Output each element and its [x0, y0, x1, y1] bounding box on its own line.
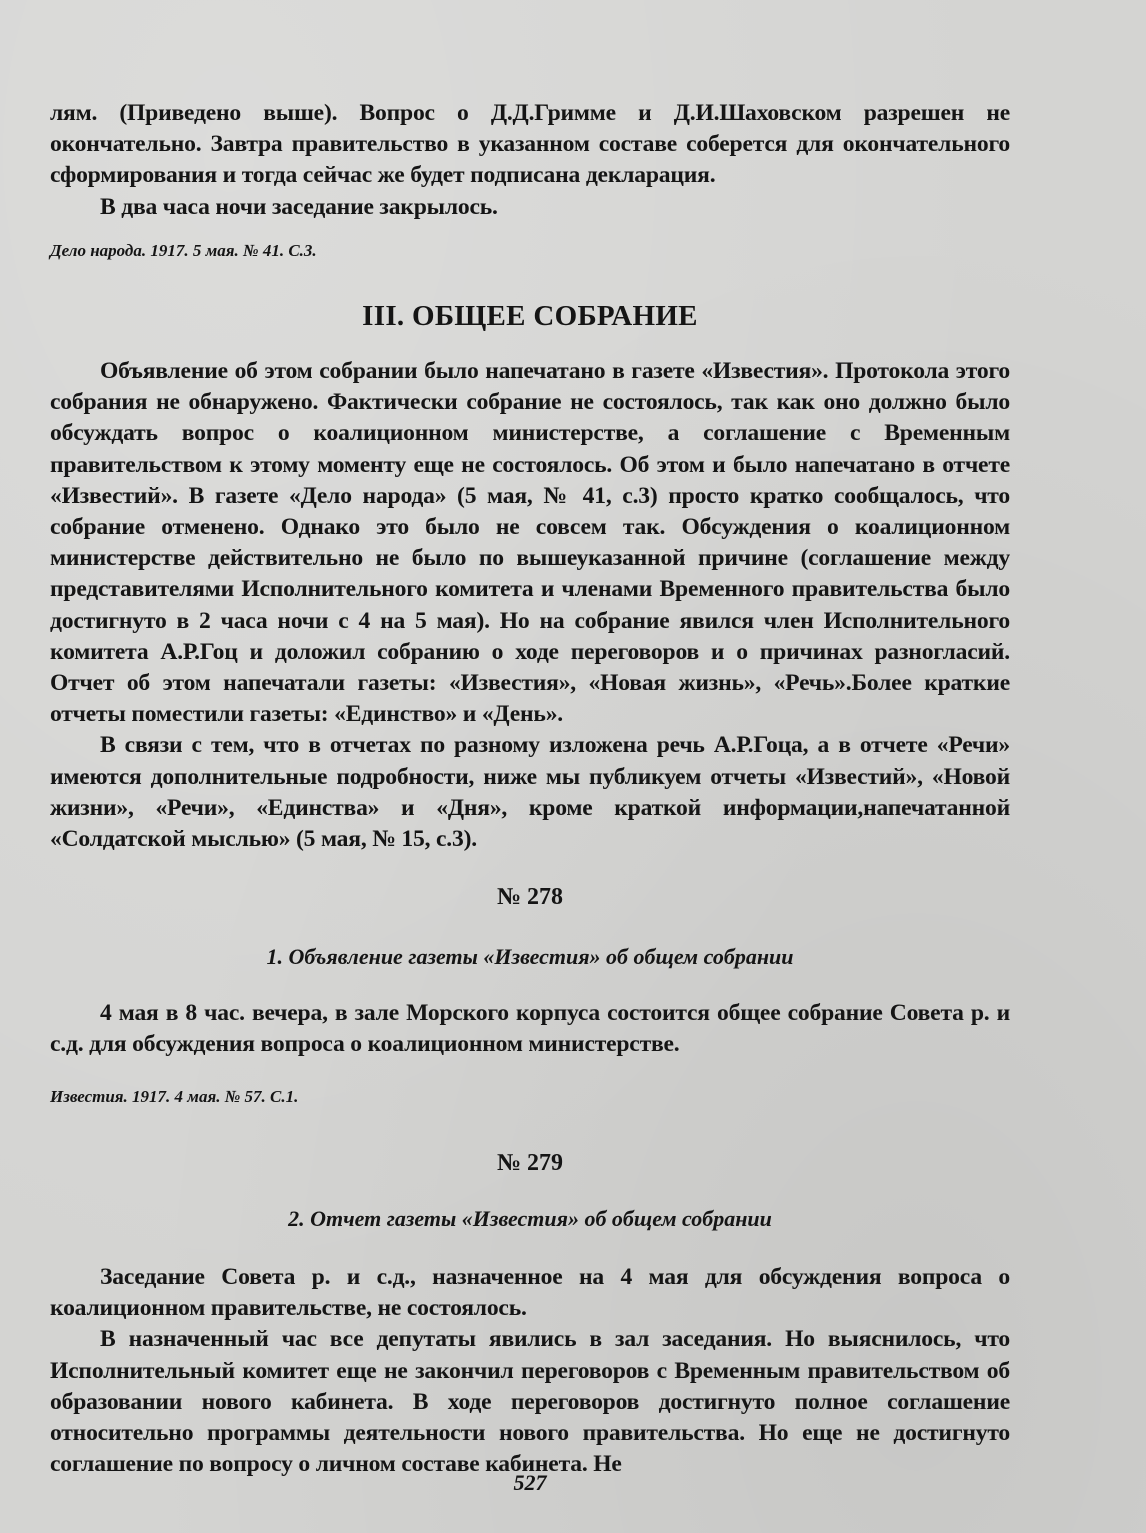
source-citation: Дело народа. 1917. 5 мая. № 41. С.3.: [50, 241, 317, 260]
intro-paragraph-1: Объявление об этом собрании было напечатано в газете «Известия». Протокола этого собрания не обнаружено. Фактически собрание не состоялось, так как оно должно было обсуждать вопрос о коалиционном министерстве, а соглашение с Временным правительством к этому моменту еще не состоялось. Об этом и было напечатано в отчете «Известий». В газете «Дело народа» (5 мая, № 41, с.3) просто кратко сообщалось, что собрание отменено. Однако это было не совсем так. Обсуждения о коалиционном министерстве действительно не было по вышеуказанной причине (соглашение между представителями Исполнительного комитета и членами Временного правительства было достигнуто в 2 часа ночи с 4 на 5 мая). Но на собрание явился член Исполнительного комитета А.Р.Гоц и доложил собранию о ходе переговоров и о причинах разногласий. Отчет об этом напечатали газеты: «Известия», «Новая жизнь», «Речь».Более краткие отчеты поместили газеты: «Единство» и «День».: [50, 358, 1010, 728]
top-block: [50, 98, 1010, 223]
doc-278-text-block: [50, 998, 1010, 1060]
document-number: № 279: [496, 1150, 564, 1176]
doc-278-source-block: [50, 1086, 1010, 1108]
document-title: 2. Отчет газеты «Известия» об общем собрании: [288, 1206, 772, 1231]
page-number: 527: [513, 1470, 547, 1495]
document-number: № 278: [496, 884, 564, 910]
source-citation: Известия. 1917. 4 мая. № 57. С.1.: [50, 1087, 299, 1106]
continuation-paragraph: лям. (Приведено выше). Вопрос о Д.Д.Гримме и Д.И.Шаховском разрешен не окончательно. Завтра правительство в указанном составе соберется для окончательного сформирования и тогда сейчас же будет подписана декларация.: [50, 100, 1010, 189]
document-text: 4 мая в 8 час. вечера, в зале Морского корпуса состоится общее собрание Совета р. и с.д. для обсуждения вопроса о коалиционном министерстве.: [50, 1000, 1010, 1058]
doc-278-title-block: [50, 944, 1010, 970]
doc-279-text-block: [50, 1262, 1010, 1480]
doc-279-number-block: [50, 1150, 1010, 1177]
top-source-block: [50, 240, 1010, 262]
document-title: 1. Объявление газеты «Известия» об общем собрании: [266, 944, 794, 969]
section-heading: III. ОБЩЕЕ СОБРАНИЕ: [362, 300, 698, 332]
document-text-2: В назначенный час все депутаты явились в зал заседания. Но выяснилось, что Исполнительный комитет еще не закончил переговоров с Временным правительством об образовании нового кабинета. В ходе переговоров достигнуто полное соглашение относительно программы деятельности нового правительства. Но еще не достигнуто соглашение по вопросу о личном составе кабинета. Не: [50, 1326, 1010, 1478]
closing-paragraph: В два часа ночи заседание закрылось.: [100, 193, 498, 220]
section-intro: [50, 356, 1010, 855]
doc-278-number-block: [50, 884, 1010, 911]
intro-paragraph-2: В связи с тем, что в отчетах по разному изложена речь А.Р.Гоца, а в отчете «Речи» имеются дополнительные подробности, ниже мы публикуем отчеты «Известий», «Новой жизни», «Речи», «Единства» и «Дня», кроме краткой информации,напечатанной «Солдатской мыслью» (5 мая, № 15, с.3).: [50, 732, 1010, 853]
document-text-1: Заседание Совета р. и с.д., назначенное на 4 мая для обсуждения вопроса о коалиционном правительстве, не состоялось.: [50, 1264, 1010, 1322]
section-heading-block: [50, 300, 1010, 333]
doc-279-title-block: [50, 1206, 1010, 1232]
